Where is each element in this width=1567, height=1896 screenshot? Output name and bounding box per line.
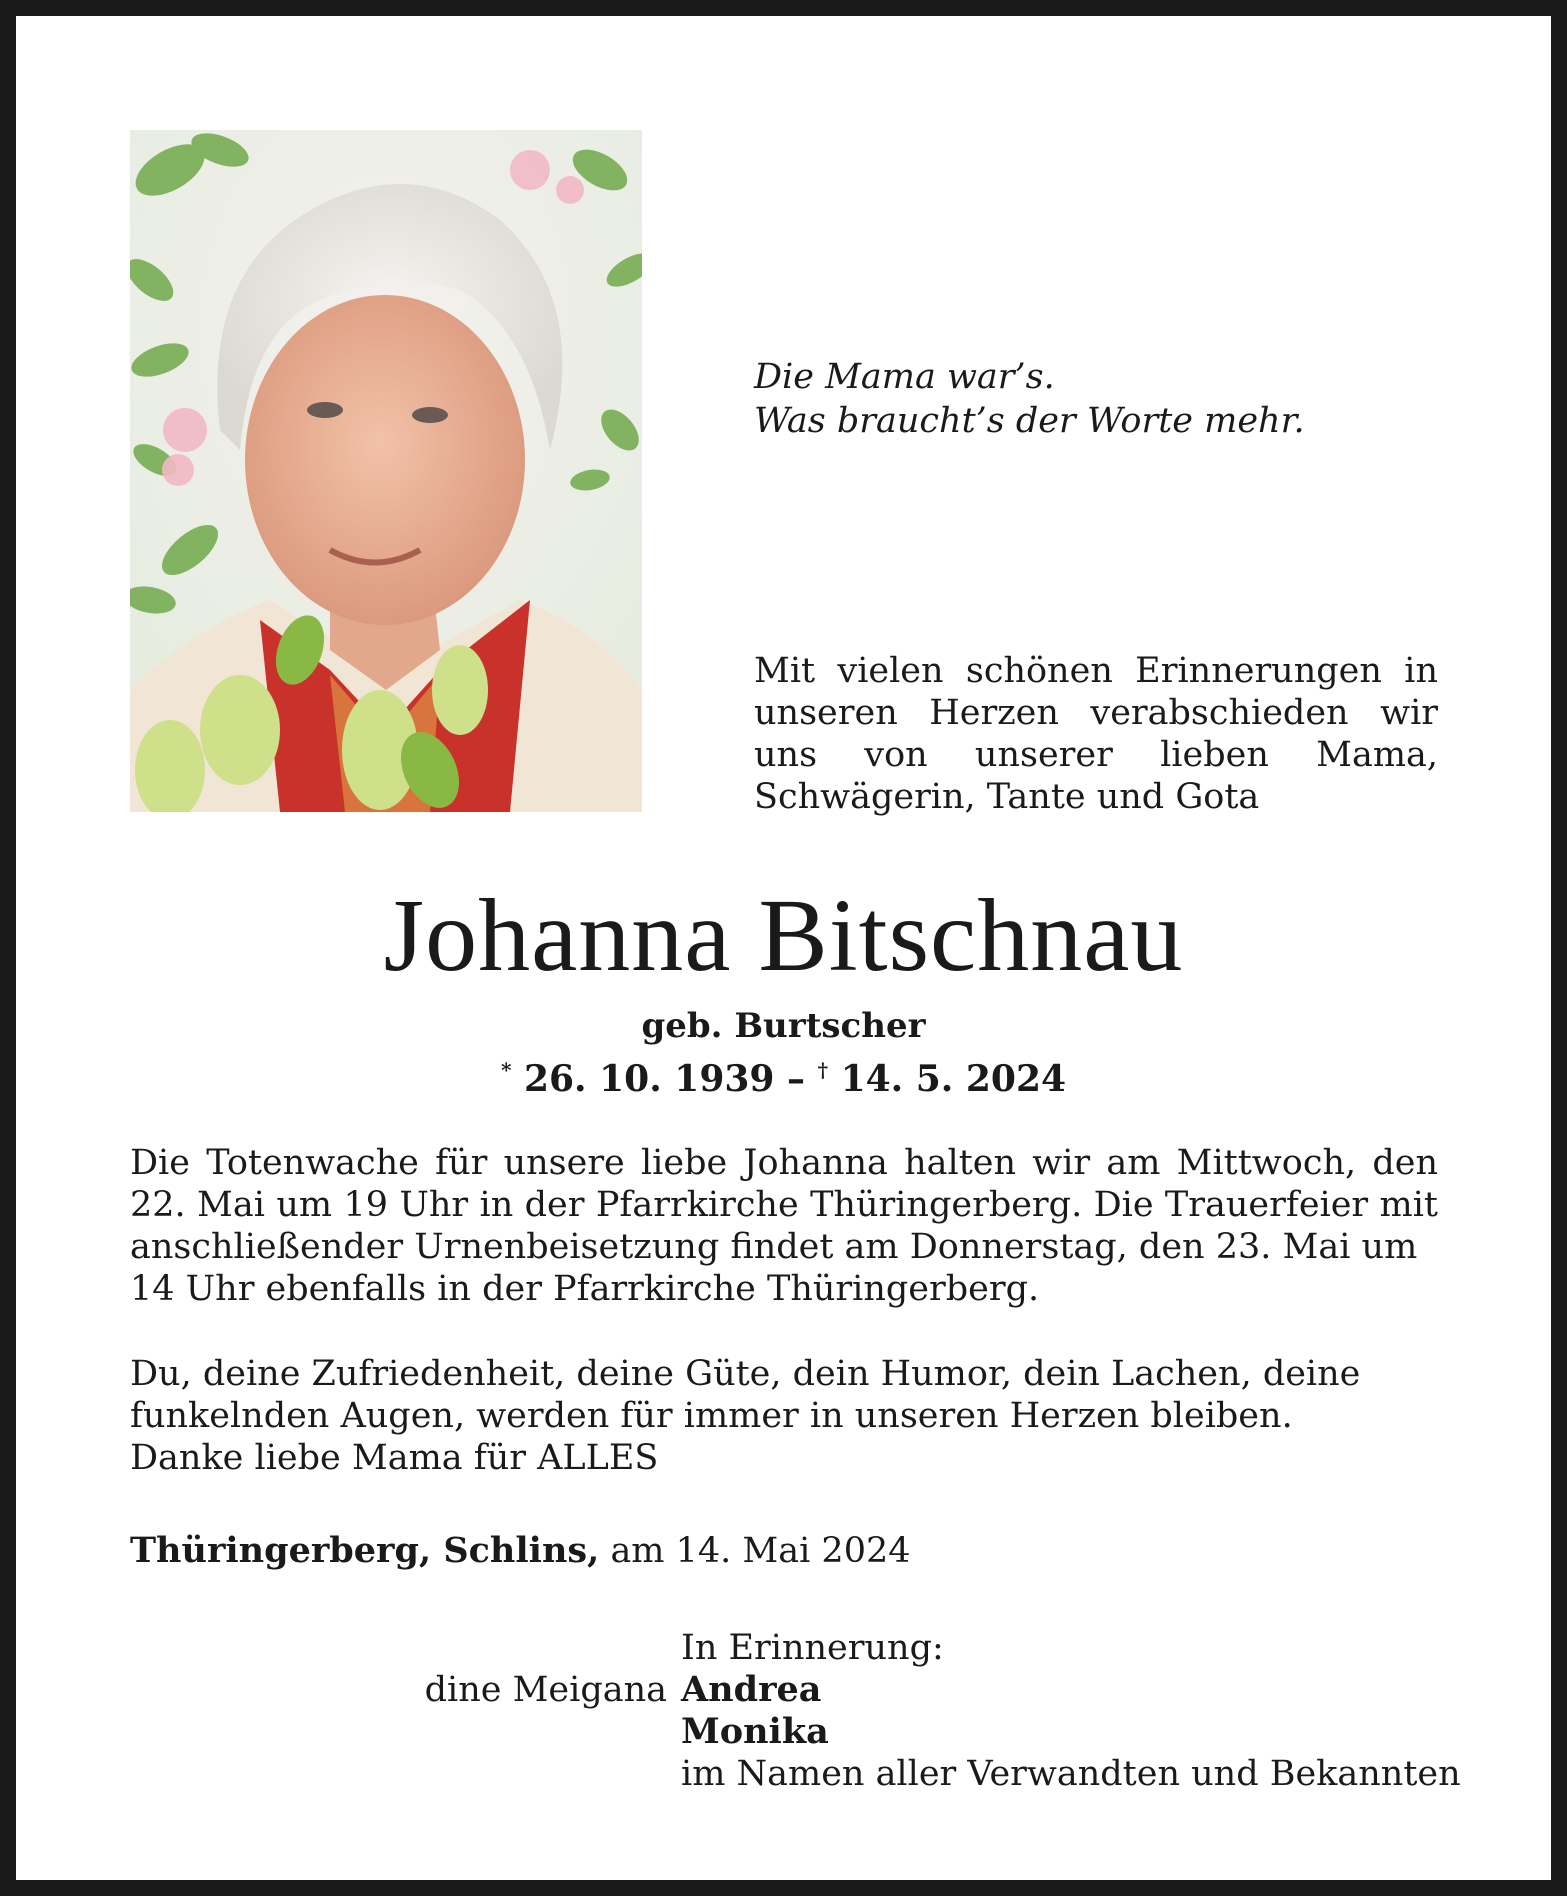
wake-paragraph <box>130 1142 1438 1310</box>
place-date <box>130 1530 911 1572</box>
death-symbol: † <box>817 1058 829 1082</box>
birth-date: 26. 10. 1939 – <box>523 1058 806 1100</box>
tribute-line-2: funkelnden Augen, werden für immer in unseren Herzen bleiben. <box>130 1396 1293 1436</box>
signature-name-2: Monika <box>681 1711 829 1752</box>
wake-paragraph-body: Die Totenwache für unsere liebe Johanna halten wir am Mittwoch, den 22. Mai um 19 Uhr in der Pfarrkirche Thüringerberg. Die Trauerfeier mit anschließender Urnenbeisetzung findet am Donnerstag, den 23. Mai um <box>130 1143 1438 1267</box>
notice-date: am 14. Mai 2024 <box>610 1531 911 1571</box>
signature-closing: im Namen aller Verwandten und Bekannten <box>681 1754 1461 1794</box>
tribute-line-1: Du, deine Zufriedenheit, deine Güte, dein Humor, dein Lachen, deine <box>130 1354 1361 1394</box>
quote-line-1: Die Mama war’s. <box>754 357 1055 397</box>
quote <box>754 355 1305 443</box>
quote-line-2: Was braucht’s der Worte mehr. <box>754 401 1305 441</box>
deceased-name: Johanna Bitschnau <box>383 878 1184 993</box>
signature-intro: In Erinnerung: <box>681 1628 944 1668</box>
signature-left: dine Meigana <box>424 1670 667 1710</box>
birth-symbol: * <box>500 1058 512 1082</box>
farewell-text: Mit vielen schönen Erinnerungen in unseren Herzen verabschieden wir uns von unserer lieben Mama, Schwägerin, Tante und Gota <box>754 651 1438 817</box>
place-names: Thüringerberg, Schlins, <box>130 1530 600 1571</box>
life-dates <box>0 1048 1567 1101</box>
maiden-name: geb. Burtscher <box>641 1006 926 1046</box>
wake-paragraph-last-line: 14 Uhr ebenfalls in der Pfarrkirche Thüringerberg. <box>130 1269 1040 1309</box>
signature-name-1: Andrea <box>681 1669 822 1710</box>
signature-block <box>681 1627 1461 1795</box>
portrait-image <box>130 130 642 812</box>
death-date: 14. 5. 2024 <box>840 1058 1067 1100</box>
tribute-paragraph <box>130 1353 1438 1479</box>
portrait-photo <box>130 130 642 812</box>
tribute-line-3: Danke liebe Mama für ALLES <box>130 1438 659 1478</box>
